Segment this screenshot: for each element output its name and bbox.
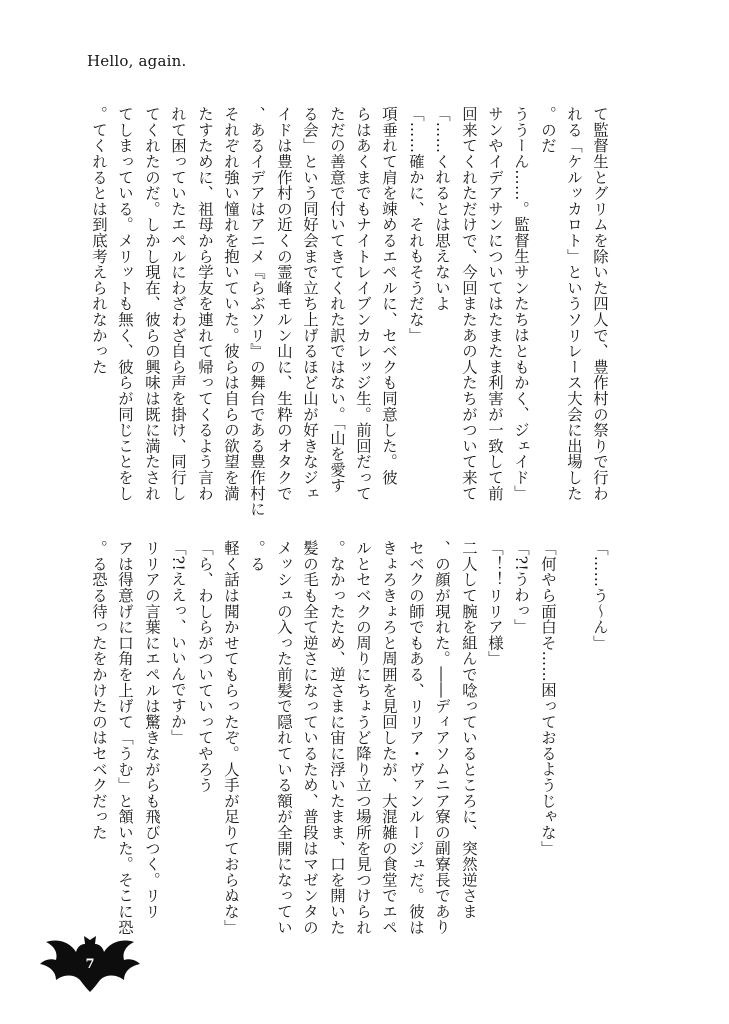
text-column: アは得意げに口角を上げて「うむ」と頷いた。そこに恐 bbox=[116, 540, 134, 935]
text-column: らはあくまでもナイトレイブンカレッジ生。前回だって bbox=[354, 106, 372, 501]
text-column: てしまっている。メリットも無く、彼らが同じことをし bbox=[116, 106, 134, 501]
text-column: ルとセベクの周りにちょうど降り立つ場所を見つけられ bbox=[354, 540, 372, 935]
upper-text-block bbox=[0, 106, 729, 517]
text-column: きょろきょろと周囲を見回したが、大混雑の食堂でエペ bbox=[380, 540, 398, 935]
text-column: てくれるとは到底考えられなかった。 bbox=[90, 106, 108, 375]
text-column: ただの善意で付いてきてくれた訳ではない。「山を愛す bbox=[328, 106, 346, 494]
text-column: ら、わしらがついていってやろう」 bbox=[196, 540, 214, 793]
text-column: 「ううーん……。監督生サンたちはともかく、ジェイド bbox=[512, 106, 530, 501]
text-column: のだ。 bbox=[539, 106, 557, 154]
text-column: 二人して腕を組んで唸っているところに、突然逆さま bbox=[460, 540, 478, 936]
text-column: 髪の毛も全て逆さになっているため、普段はマゼンタの bbox=[301, 540, 319, 935]
text-column: れる「ケルッカロト」というソリレース大会に出場した bbox=[565, 106, 583, 501]
text-column: 「確かに、それもそうだな……」 bbox=[407, 106, 425, 344]
text-column: 「リリア様！！」 bbox=[486, 540, 504, 667]
text-column: メッシュの入った前髪で隠れている額が全開になってい bbox=[275, 540, 293, 935]
text-column: てくれたのだ。しかし現在、彼らの興味は既に満たされ bbox=[143, 106, 161, 501]
text-column: て監督生とグリムを除いた四人で、豊作村の祭りで行わ bbox=[591, 106, 609, 501]
text-column: あるイデアはアニメ『らぶソリ』の舞台である豊作村に、 bbox=[248, 106, 266, 517]
text-column: る恐る待ったをかけたのはセベクだった。 bbox=[90, 540, 108, 841]
text-column: 「ええっ、いいんですか!?」 bbox=[169, 540, 187, 745]
text-column: たすために、祖母から学友を連れて帰ってくるよう言わ bbox=[196, 106, 214, 501]
page-number-badge bbox=[40, 928, 140, 994]
page-number: 7 bbox=[85, 957, 95, 972]
text-column: 項垂れて肩を竦めるエペルに、セベクも同意した。彼 bbox=[380, 106, 398, 502]
text-column: 「うわっ!?」 bbox=[512, 540, 530, 635]
text-column: 「う〜ん……」 bbox=[591, 540, 609, 651]
page-title: Hello, again. bbox=[87, 52, 187, 70]
text-column: 「何やら面白そ……困っておるようじゃな」 bbox=[539, 540, 557, 857]
text-column: それぞれ強い憧れを抱いていた。彼らは自らの欲望を満 bbox=[222, 106, 240, 501]
text-column: サンやイデアサンについてはたまたま利害が一致して前 bbox=[486, 106, 504, 501]
text-column: セベクの師でもある、リリア・ヴァンルージュだ。彼は bbox=[407, 540, 425, 935]
text-column: イドは豊作村の近くの霊峰モルン山に、生粋のオタクで bbox=[275, 106, 293, 501]
text-column: 「軽く話は聞かせてもらったぞ。人手が足りておらぬな bbox=[222, 540, 240, 936]
text-column: る会」という同好会まで立ち上げるほど山が好きなジェ bbox=[301, 106, 319, 501]
text-column: る。 bbox=[248, 540, 266, 572]
text-column: なかったため、逆さまに宙に浮いたまま、口を開いた。 bbox=[328, 540, 346, 936]
text-column: の顔が現れた。――ディアソムニア寮の副寮長であり、 bbox=[433, 540, 451, 935]
text-column: リリアの言葉にエペルは驚きながらも飛びつく。リリ bbox=[143, 540, 161, 936]
lower-text-block bbox=[0, 540, 729, 936]
text-column: くれるとは思えないよ……」 bbox=[433, 106, 451, 312]
text-column: れて困っていたエペルにわざわざ自ら声を掛け、同行し bbox=[169, 106, 187, 501]
text-column: 回来てくれただけで、今回またあの人たちがついて来て bbox=[460, 106, 478, 501]
